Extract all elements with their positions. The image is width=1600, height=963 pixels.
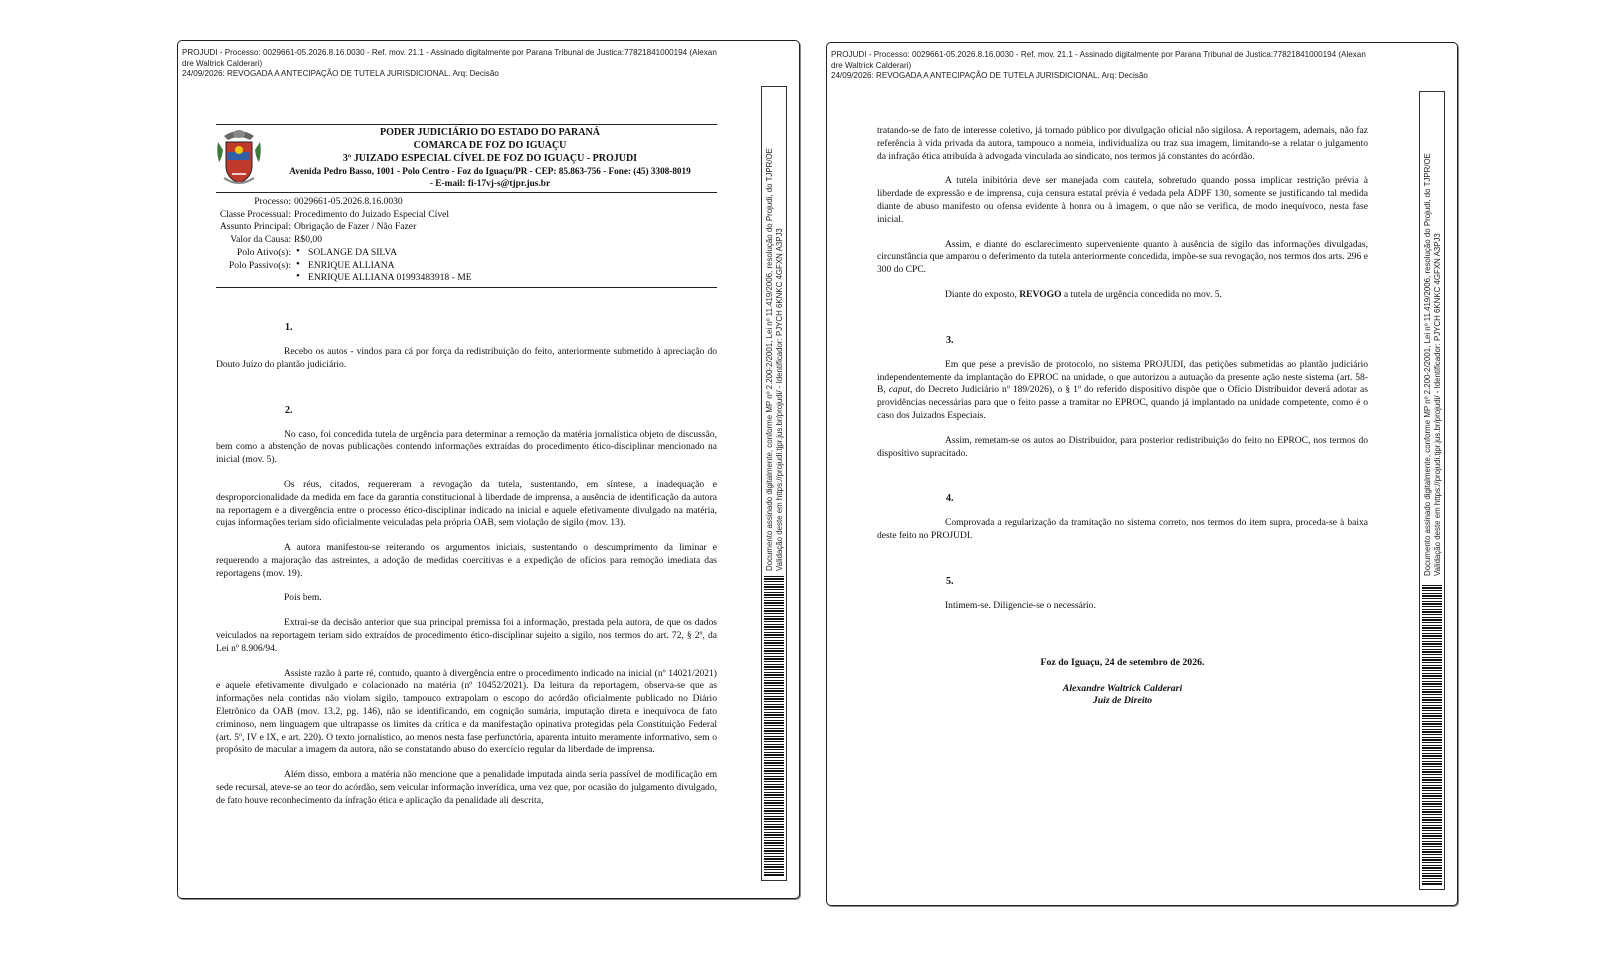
subject-value: Obrigação de Fazer / Não Fazer bbox=[294, 221, 417, 233]
subject-label: Assunto Principal: bbox=[219, 221, 291, 233]
paragraph: Intimem-se. Diligencie-se o necessário. bbox=[945, 599, 1096, 611]
document-page-1 bbox=[177, 40, 800, 899]
passive-party-label: Polo Passivo(s): bbox=[228, 259, 291, 271]
paragraph: A autora manifestou-se reiterando os argumentos iniciais, sustentando o descumprimento da liminar e requerendo a majoração das astreintes, a adoção de medidas coercitivas e a expedição de ofícios para remoção imediata das reportagens (mov. 19). bbox=[216, 542, 717, 579]
text-span: , do Decreto Judiciário nº 189/2026), o § 1º do referido dispositivo dispõe que o Ofício Distribuidor deverá adotar as providências necessárias para que o feito passe a tramitar no EPROC, quando já implantado na unidade competente, como é o caso dos Juizados Especiais. bbox=[877, 384, 1368, 421]
place-and-date: Foz do Iguaçu, 24 de setembro de 2026. bbox=[1040, 656, 1205, 668]
paragraph: No caso, foi concedida tutela de urgência para determinar a remoção da matéria jornalística objeto de discussão, bem como a abstenção de novas publicações contendo informações extraídas do procedimento ético-disciplinar mencionado na inicial (mov. 5). bbox=[216, 428, 717, 466]
paragraph: tratando-se de fato de interesse coletivo, já tornado público por divulgação oficial não sigilosa. A reportagem, ademais, não faz referência à vida privada da autora, tampouco a nomeia, individualiza ou traz sua imagem, limitando-se a relatar o julgamento da infração ética atribuída à advogada vinculada ao sindicato, nos termos já constantes do acórdão. bbox=[877, 125, 1368, 162]
class-label: Classe Processual: bbox=[219, 208, 291, 220]
section-number-2: 2. bbox=[285, 404, 293, 416]
header-line-3: 24/09/2026: REVOGADA A ANTECIPAÇÃO DE TUTELA JURISDICIONAL. Arq: Decisão bbox=[831, 71, 1148, 81]
active-party-name: • SOLANGE DA SILVA bbox=[294, 247, 717, 260]
active-party-label: Polo Ativo(s): bbox=[236, 246, 291, 258]
page-1-body bbox=[216, 124, 717, 808]
page-2-body bbox=[877, 125, 1368, 708]
letterhead-line-4: Avenida Pedro Basso, 1001 - Polo Centro - Foz do Iguaçu/PR - CEP: 85.863-756 - Fone: (45) 3308-8019 bbox=[289, 166, 691, 177]
paragraph bbox=[877, 359, 1368, 423]
passive-party-name-1: • ENRIQUE ALLIANA bbox=[294, 260, 717, 273]
paragraph: Comprovada a regularização da tramitação no sistema correto, nos termos do item supra, proceda-se à baixa deste feito no PROJUDI. bbox=[877, 517, 1368, 542]
letterhead-text bbox=[266, 127, 714, 191]
paragraph: Assiste razão à parte ré, contudo, quanto à divergência entre o procedimento indicado na inicial (nº 14021/2021) e aquele efetivamente divulgado e colacionado na matéria (nº 10452/2021). Da leitura da reportagem, observa-se que as informações nela contidas não violam sigilo, tampouco extrapolam o escopo do acórdão oficialmente publicado no Diário Eletrônico da OAB (mov. 13.2, pg. 146), não se identificando, em cognição sumária, imputação direta e inequívoca de fato criminoso, nem linguagem que ultrapasse os limites da crítica e da manifestação opinativa protegidas pela Constituição Federal (art. 5º, IV e IX, e art. 220). O texto jornalístico, ao menos nesta fase perfunctória, aparenta intuito meramente informativo, sem o propósito de macular a imagem da autora, não se constatando abuso do exercício regular da liberdade de imprensa. bbox=[216, 667, 717, 756]
class-value: Procedimento do Juizado Especial Cível bbox=[294, 208, 450, 220]
text-span: Diante do exposto, bbox=[945, 288, 1020, 300]
revogo-emphasis: REVOGO bbox=[1019, 288, 1062, 300]
text-span: a tutela de urgência concedida no mov. 5. bbox=[1061, 288, 1222, 300]
signature-line-1: Documento assinado digitalmente, conforme MP nº 2.200-2/2001, Lei nº 11.419/2006, resolução do Projudi, do TJPR/OE bbox=[765, 148, 774, 571]
letterhead bbox=[216, 124, 717, 193]
header-line-2: dre Waltrick Calderari) bbox=[182, 58, 263, 68]
letterhead-line-2: COMARCA DE FOZ DO IGUAÇU bbox=[413, 139, 567, 151]
passive-party-name-2: • ENRIQUE ALLIANA 01993483918 - ME bbox=[294, 272, 717, 285]
paragraph: Assim, e diante do esclarecimento superveniente quanto à ausência de sigilo das informações divulgadas, circunstância que amparou o deferimento da tutela anteriormente concedida, impõe-se sua revogação, nos termos dos arts. 296 e 300 do CPC. bbox=[877, 238, 1368, 276]
page-header bbox=[831, 50, 1401, 82]
paragraph: Além disso, embora a matéria não mencione que a penalidade imputada ainda seria passível de modificação em sede recursal, ateve-se ao teor do acórdão, sem veicular informação inverídica, uma vez que, por ocasião do julgamento divulgado, de fato houve reconhecimento da infração ética e aplicação da penalidade ali descrita, bbox=[216, 769, 717, 806]
process-number: 0029661-05.2026.8.16.0030 bbox=[294, 196, 403, 207]
value-value: R$0,00 bbox=[294, 234, 322, 246]
value-row bbox=[216, 234, 717, 247]
judge-title: Juiz de Direito bbox=[1092, 695, 1153, 707]
header-line-2: dre Waltrick Calderari) bbox=[831, 60, 912, 70]
letterhead-line-3: 3º JUIZADO ESPECIAL CÍVEL DE FOZ DO IGUAÇU - PROJUDI bbox=[342, 152, 638, 164]
paragraph: Os réus, citados, requereram a revogação da tutela, sustentando, em síntese, a inadequação e desproporcionalidade da medida em face da garantia constitucional à liberdade de imprensa, a ausência de identificação da autora na reportagem e a divergência entre o processo ético-disciplinar indicado na inicial e aquele efetivamente divulgado na matéria, cujas informações teriam sido oficialmente veiculadas pela própria OAB, sem violação de sigilo (mov. 13). bbox=[216, 478, 717, 529]
header-line-1: PROJUDI - Processo: 0029661-05.2026.8.16.0030 - Ref. mov. 21.1 - Assinado digitalmente por Parana Tribunal de Justica:77821841000194 (Alexan bbox=[182, 48, 717, 57]
judge-name: Alexandre Waltrick Calderari bbox=[1062, 682, 1183, 694]
header-line-1: PROJUDI - Processo: 0029661-05.2026.8.16.0030 - Ref. mov. 21.1 - Assinado digitalmente por Parana Tribunal de Justica:77821841000194 (Alexan bbox=[831, 50, 1366, 59]
section-number-5: 5. bbox=[946, 575, 954, 587]
paragraph bbox=[877, 289, 1368, 302]
parana-coat-of-arms-icon bbox=[216, 128, 262, 186]
paragraph: Extrai-se da decisão anterior que sua principal premissa foi a informação, prestada pela autora, de que os dados veiculados na reportagem teriam sido extraídos de procedimento ético-disciplinar sujeito a sigilo, nos termos do art. 72, § 2º, da Lei nº 8.906/94. bbox=[216, 617, 717, 654]
barcode bbox=[764, 576, 784, 876]
process-info bbox=[216, 196, 717, 288]
caput-emphasis: caput bbox=[888, 384, 911, 396]
section-number-3: 3. bbox=[946, 334, 954, 346]
section-number-1: 1. bbox=[285, 321, 293, 333]
signature-line-2: Validação deste em https://projudi.tjpr.jus.br/projudi/ - Identificador: PJYCH 6KNKC 4GFXN A3PJ3 bbox=[1432, 233, 1442, 576]
letterhead-line-5: - E-mail: fi-17vj-s@tjpr.jus.br bbox=[429, 179, 551, 190]
value-label: Valor da Causa: bbox=[230, 234, 291, 246]
signature-line-1: Documento assinado digitalmente, conforme MP nº 2.200-2/2001, Lei nº 11.419/2006, resolução do Projudi, do TJPR/OE bbox=[1423, 153, 1432, 576]
subject-row bbox=[216, 221, 717, 234]
text-span: Em que pese a previsão de protocolo, no sistema PROJUDI, das petições submetidas ao plantão judiciário independentemente da implantação do EPROC na unidade, o que autorizou a autuação da presente ação neste sistema (art. 58-B, bbox=[877, 358, 1368, 396]
signature-strip bbox=[1419, 91, 1445, 890]
process-row bbox=[216, 196, 717, 209]
passive-party-row bbox=[216, 260, 717, 285]
process-label: Processo: bbox=[254, 196, 291, 207]
paragraph: Assim, remetam-se os autos ao Distribuidor, para posterior redistribuição do feito no EPROC, nos termos do dispositivo supracitado. bbox=[877, 434, 1368, 459]
paragraph: Pois bem. bbox=[284, 592, 322, 604]
paragraph: A tutela inibitória deve ser manejada com cautela, sobretudo quando possa implicar restrição prévia à liberdade de expressão e de imprensa, cuja censura estatal prévia é vedada pela ADPF 130, somente se justificando tal medida diante de abuso manifesto ou ofensa evidente à honra ou à imagem, o que não se verifica, de modo inequívoco, nesta fase inicial. bbox=[877, 175, 1368, 225]
signature-strip bbox=[761, 86, 787, 881]
signature-text bbox=[1423, 106, 1442, 576]
section-number-4: 4. bbox=[946, 493, 954, 505]
letterhead-line-1: PODER JUDICIÁRIO DO ESTADO DO PARANÁ bbox=[380, 127, 600, 138]
page-header bbox=[182, 48, 752, 80]
barcode bbox=[1422, 585, 1442, 885]
signature-line-2: Validação deste em https://projudi.tjpr.jus.br/projudi/ - Identificador: PJYCH 6KNKC 4GFXN A3PJ3 bbox=[774, 228, 784, 571]
signature-text bbox=[765, 101, 784, 571]
paragraph: Recebo os autos - vindos para cá por força da redistribuição do feito, anteriormente submetido à apreciação do Douto Juízo do plantão judiciário. bbox=[216, 345, 717, 370]
header-line-3: 24/09/2026: REVOGADA A ANTECIPAÇÃO DE TUTELA JURISDICIONAL. Arq: Decisão bbox=[182, 69, 499, 79]
document-page-2 bbox=[826, 42, 1458, 906]
class-row bbox=[216, 209, 717, 222]
active-party-row bbox=[216, 247, 717, 260]
